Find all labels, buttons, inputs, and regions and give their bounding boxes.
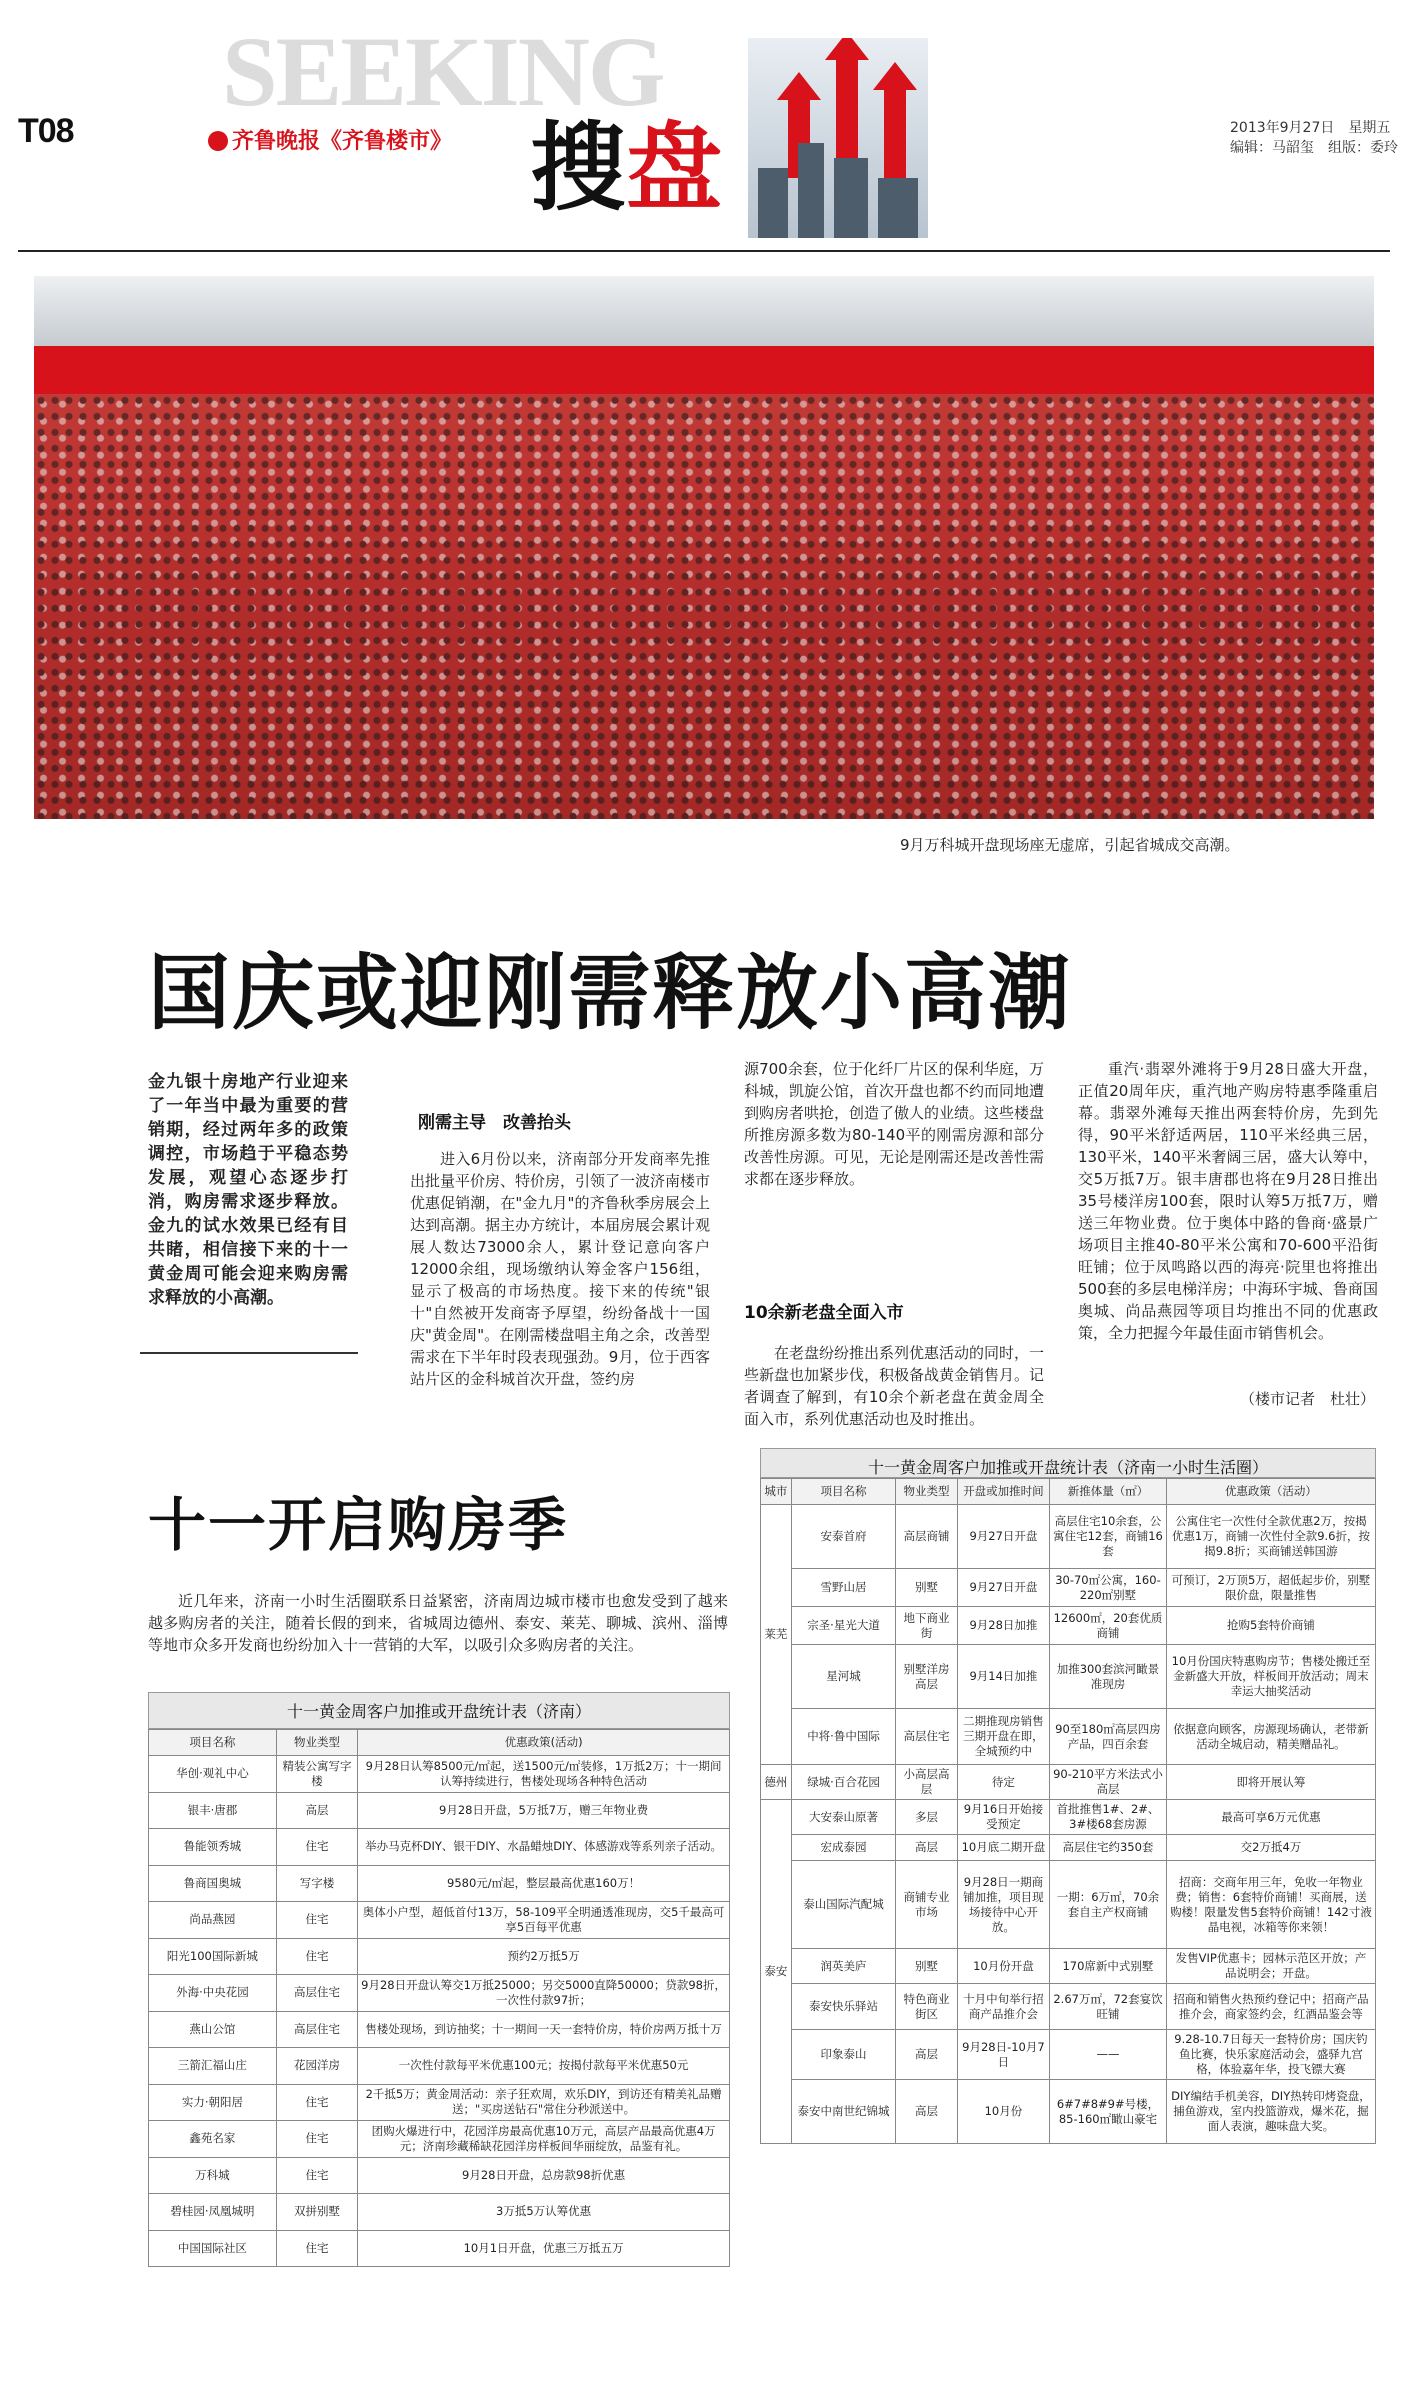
table-cell: 高层住宅10余套，公寓住宅12套，商铺16套	[1050, 1505, 1167, 1569]
table-cell: 十月中旬举行招商产品推介会	[957, 1984, 1049, 2030]
table-cell: 别墅	[896, 1949, 958, 1984]
table-cell: 地下商业街	[896, 1607, 958, 1645]
column-header: 城市	[761, 1479, 792, 1505]
article-column: 进入6月份以来，济南部分开发商率先推出批量平价房、特价房，引领了一波济南楼市优惠促销潮，在"金九月"的齐鲁秋季房展会上达到高潮。据主办方统计，本届房展会累计观展人数达73000余人，累计登记意向客户12000余组，现场缴纳认筹金客户156组，显示了极高的市场热度。接下来的传统"银十"自然被开发商寄予厚望，纷纷备战十一国庆"黄金周"。在刚需楼盘唱主角之余，改善型需求在下半年时段表现强劲。9月，位于西客站片区的金科城首次开盘，签约房	[410, 1150, 711, 1388]
table-cell: 即将开展认筹	[1166, 1765, 1375, 1800]
table-cell: 10月底二期开盘	[957, 1835, 1049, 1861]
table-cell: 别墅	[896, 1569, 958, 1607]
table-row	[149, 2121, 730, 2158]
table-cell: 10月份开盘	[957, 1949, 1049, 1984]
table-cell: 高层商铺	[896, 1505, 958, 1569]
brand-logo	[208, 124, 452, 155]
table-cell: 6#7#8#9#号楼，85-160㎡瞰山豪宅	[1050, 2080, 1167, 2144]
table-cell: 三箭汇福山庄	[149, 2048, 277, 2085]
table-cell: 燕山公馆	[149, 2011, 277, 2048]
table-row	[149, 1756, 730, 1793]
table-cell: 依据意向顾客，房源现场确认，老带新活动全城启动，精美赠品礼。	[1166, 1709, 1375, 1765]
seeking-watermark: SEEKING	[222, 16, 664, 127]
table-row	[761, 1645, 1376, 1709]
table-cell: 9月28日-10月7日	[957, 2030, 1049, 2080]
table-cell: 特色商业街区	[896, 1984, 958, 2030]
column-header: 新推体量（㎡）	[1050, 1479, 1167, 1505]
table-cell: 住宅	[276, 2121, 357, 2158]
table-cell: 9580元/㎡起，整层最高优惠160万！	[358, 1865, 730, 1902]
table-cell: 10月份国庆特惠购房节；售楼处搬迁至金新盛大开放，样板间开放活动；周末幸运大抽奖活动	[1166, 1645, 1375, 1709]
byline: （楼市记者 杜壮）	[1240, 1390, 1376, 1408]
table-cell: 团购火爆进行中，花园洋房最高优惠10万元，高层产品最高优惠4万元；济南珍藏稀缺花园洋房样板间华丽绽放，品鉴有礼。	[358, 2121, 730, 2158]
sales-event-photo	[34, 276, 1374, 819]
table-row	[149, 1792, 730, 1829]
table-cell: 鲁商国奥城	[149, 1865, 277, 1902]
city-cell: 莱芜	[761, 1505, 792, 1765]
table-cell: 鑫苑名家	[149, 2121, 277, 2158]
table-cell: 高层	[896, 1835, 958, 1861]
table-cell: 招商：交商年用三年，免收一年物业费；销售：6套特价商铺！买商展，送购楼！限量发售5套特价商铺！142寸液晶电视，冰箱等你来领！	[1166, 1861, 1375, 1949]
photo-caption: 9月万科城开盘现场座无虚席，引起省城成交高潮。	[900, 836, 1240, 854]
intro-paragraph: 近几年来，济南一小时生活圈联系日益紧密，济南周边城市楼市也愈发受到了越来越多购房者的关注，随着长假的到来，省城周边德州、泰安、莱芜、聊城、滨州、淄博等地市众多开发商也纷纷加入十一营销的大军，以吸引众多购房者的关注。	[148, 1592, 728, 1654]
column-header: 物业类型	[276, 1730, 357, 1756]
table-cell: 加推300套滨河瞰景准现房	[1050, 1645, 1167, 1709]
section-title-red: 盘	[626, 112, 722, 224]
article-column: 在老盘纷纷推出系列优惠活动的同时，一些新盘也加紧步伐，积极备战黄金销售月。记者调查了解到，有10余个新老盘在黄金周全面入市，系列优惠活动也及时推出。	[744, 1344, 1045, 1428]
header-rule	[18, 250, 1390, 252]
table-row	[761, 1607, 1376, 1645]
table-cell: 待定	[957, 1765, 1049, 1800]
table-cell: 高层住宅	[896, 1709, 958, 1765]
date-info	[1230, 118, 1398, 158]
table-row	[761, 2080, 1376, 2144]
table-cell: 润英美庐	[791, 1949, 896, 1984]
jinan-table-title: 十一黄金周客户加推或开盘统计表（济南）	[148, 1692, 730, 1729]
table-cell: 阳光100国际新城	[149, 1938, 277, 1975]
table-cell: 鲁能领秀城	[149, 1829, 277, 1866]
table-cell: 中国国际社区	[149, 2230, 277, 2267]
table-row	[149, 2230, 730, 2267]
table-cell: 商铺专业市场	[896, 1861, 958, 1949]
table-row	[761, 2030, 1376, 2080]
table-cell: 交2万抵4万	[1166, 1835, 1375, 1861]
brand-text: 齐鲁晚报《齐鲁楼市》	[232, 129, 453, 154]
second-headline: 十一开启购房季	[148, 1491, 569, 1559]
table-cell: 尚品燕园	[149, 1902, 277, 1939]
column-header: 物业类型	[896, 1479, 958, 1505]
table-cell: 10月1日开盘，优惠三万抵五万	[358, 2230, 730, 2267]
article-column: 重汽·翡翠外滩将于9月28日盛大开盘，正值20周年庆，重汽地产购房特惠季隆重启幕。翡翠外滩每天推出两套特价房，先到先得，90平米舒适两居，110平米经典三居，130平米，140平米奢阔三居，盛大认筹中，交5万抵7万。银丰唐郡也将在9月28日推出35号楼洋房100套，限时认筹5万抵7万，赠送三年物业费。位于奥体中路的鲁商·盛景广场项目主推40-80平米公寓和70-600平沿街旺铺；位于凤鸣路以西的海亮·院里也将推出500套的多层电梯洋房；中海环宇城、鲁商国奥城、尚品燕园等项目均推出不同的优惠政策，全力把握今年最佳面市销售机会。	[1078, 1060, 1378, 1342]
table-cell: 2千抵5万；黄金周活动：亲子狂欢周，欢乐DIY，到访还有精美礼品赠送；"买房送钻石"常住分秒派送中。	[358, 2084, 730, 2121]
table-cell: ——	[1050, 2030, 1167, 2080]
table-cell: 9.28-10.7日每天一套特价房；国庆钓鱼比赛，快乐家庭活动会，盛驿九宫格，体验嘉年华，投飞镖大赛	[1166, 2030, 1375, 2080]
table-cell: 住宅	[276, 2084, 357, 2121]
table-cell: 华创·观礼中心	[149, 1756, 277, 1793]
table-cell: 住宅	[276, 1902, 357, 1939]
table-cell: 奥体小户型，超低首付13万，58-109平全明通透准现房，交5千最高可享5百每平优惠	[358, 1902, 730, 1939]
subheading-new-projects: 10余新老盘全面入市	[744, 1303, 904, 1323]
table-cell: 别墅洋房高层	[896, 1645, 958, 1709]
table-cell: 2.67万㎡，72套宴饮旺铺	[1050, 1984, 1167, 2030]
table-cell: 住宅	[276, 2230, 357, 2267]
section-title-char: 搜	[530, 112, 626, 224]
table-cell: 一期：6万㎡，70余套自主产权商铺	[1050, 1861, 1167, 1949]
table-cell: 9月28日认筹8500元/㎡起，送1500元/㎡装修，1万抵2万；十一期间认筹持续进行，售楼处现场各种特色活动	[358, 1756, 730, 1793]
table-row	[149, 2084, 730, 2121]
table-cell: 170席新中式别墅	[1050, 1949, 1167, 1984]
table-cell: 宗圣·星光大道	[791, 1607, 896, 1645]
table-cell: 实力·朝阳居	[149, 2084, 277, 2121]
issue-date: 2013年9月27日 星期五	[1230, 120, 1391, 136]
table-cell: 二期推现房销售三期开盘在即，全城预约中	[957, 1709, 1049, 1765]
table-cell: 9月27日开盘	[957, 1569, 1049, 1607]
table-cell: 双拼别墅	[276, 2194, 357, 2231]
table-row	[761, 1709, 1376, 1765]
table-cell: 外海·中央花园	[149, 1975, 277, 2012]
table-cell: 高层住宅	[276, 1975, 357, 2012]
table-row	[149, 1829, 730, 1866]
jinan-table	[148, 1692, 730, 2267]
table-cell: 预约2万抵5万	[358, 1938, 730, 1975]
table-row	[149, 2011, 730, 2048]
table-cell: 宏成泰园	[791, 1835, 896, 1861]
table-cell: 发售VIP优惠卡；园林示范区开放；产品说明会；开盘。	[1166, 1949, 1375, 1984]
column-header: 项目名称	[149, 1730, 277, 1756]
table-cell: 可预订，2万顶5万，超低起步价，别墅限价盘，限量推售	[1166, 1569, 1375, 1607]
main-headline: 国庆或迎刚需释放小高潮	[148, 946, 1073, 1041]
brand-icon	[208, 131, 228, 151]
table-cell: 招商和销售火热预约登记中；招商产品推介会，商家签约会，红酒品鉴会等	[1166, 1984, 1375, 2030]
table-cell: 安泰首府	[791, 1505, 896, 1569]
table-cell: 雪野山居	[791, 1569, 896, 1607]
table-cell: 90至180㎡高层四房产品，四百余套	[1050, 1709, 1167, 1765]
city-cell: 德州	[761, 1765, 792, 1800]
table-row	[149, 1865, 730, 1902]
table-cell: 9月16日开始接受预定	[957, 1800, 1049, 1835]
table-cell: 高层	[896, 2080, 958, 2144]
editor-credit: 编辑：马韶玺 组版：委玲	[1230, 140, 1398, 156]
column-header: 开盘或加推时间	[957, 1479, 1049, 1505]
table-cell: 公寓住宅一次性付全款优惠2万，按揭优惠1万，商铺一次性付全款9.6折，按揭9.8折；买商铺送韩国游	[1166, 1505, 1375, 1569]
section-title	[530, 112, 722, 224]
article-column: 源700余套，位于化纤厂片区的保利华庭，万科城，凯旋公馆，首次开盘也都不约而同地遭到购房者哄抢，创造了傲人的业绩。这些楼盘所推房源多数为80-140平的刚需房源和部分改善性房源。可见，无论是刚需还是改善性需求都在逐步释放。	[744, 1060, 1045, 1188]
table-cell: 10月份	[957, 2080, 1049, 2144]
table-cell: 9月28日开盘，总房款98折优惠	[358, 2157, 730, 2194]
column-header: 优惠政策（活动）	[1166, 1479, 1375, 1505]
table-row	[149, 1902, 730, 1939]
circle-table-title: 十一黄金周客户加推或开盘统计表（济南一小时生活圈）	[760, 1448, 1376, 1478]
table-cell: 住宅	[276, 1938, 357, 1975]
table-cell: 一次性付款每平米优惠100元；按揭付款每平米优惠50元	[358, 2048, 730, 2085]
table-cell: 9月28日开盘认筹交1万抵25000；另交5000直降50000；贷款98折，一次性付款97折；	[358, 1975, 730, 2012]
table-cell: 中将·鲁中国际	[791, 1709, 896, 1765]
table-cell: 精装公寓写字楼	[276, 1756, 357, 1793]
table-cell: 住宅	[276, 2157, 357, 2194]
table-cell: 多层	[896, 1800, 958, 1835]
page-number: T08	[18, 112, 74, 150]
table-cell: 大安泰山原著	[791, 1800, 896, 1835]
table-row	[761, 1949, 1376, 1984]
table-cell: 泰安中南世纪锦城	[791, 2080, 896, 2144]
table-row	[149, 2048, 730, 2085]
table-cell: 9月27日开盘	[957, 1505, 1049, 1569]
table-cell: 9月28日一期商铺加推，项目现场接待中心开放。	[957, 1861, 1049, 1949]
table-cell: 万科城	[149, 2157, 277, 2194]
table-cell: 住宅	[276, 1829, 357, 1866]
table-cell: 高层住宅	[276, 2011, 357, 2048]
table-row	[761, 1835, 1376, 1861]
table-row	[761, 1765, 1376, 1800]
table-row	[761, 1861, 1376, 1949]
table-row	[149, 1975, 730, 2012]
table-cell: DIY编结手机美容，DIY热转印烤瓷盘，捕鱼游戏，室内投篮游戏，爆米花，掘面人表演，趣味盘大奖。	[1166, 2080, 1375, 2144]
subheading-demand: 刚需主导 改善抬头	[418, 1113, 571, 1133]
table-row	[761, 1505, 1376, 1569]
table-cell: 3万抵5万认筹优惠	[358, 2194, 730, 2231]
table-row	[149, 1938, 730, 1975]
table-cell: 写字楼	[276, 1865, 357, 1902]
table-row	[149, 2194, 730, 2231]
table-cell: 小高层高层	[896, 1765, 958, 1800]
table-cell: 绿城·百合花园	[791, 1765, 896, 1800]
table-cell: 30-70㎡公寓，160-220㎡别墅	[1050, 1569, 1167, 1607]
circle-table	[760, 1448, 1376, 2144]
rising-arrows-graphic	[748, 38, 928, 238]
table-cell: 90-210平方米法式小高层	[1050, 1765, 1167, 1800]
table-row	[761, 1569, 1376, 1607]
table-cell: 抢购5套特价商铺	[1166, 1607, 1375, 1645]
column-header: 优惠政策(活动)	[358, 1730, 730, 1756]
table-cell: 泰安快乐驿站	[791, 1984, 896, 2030]
column-header: 项目名称	[791, 1479, 896, 1505]
table-cell: 首批推售1#、2#、3#楼68套房源	[1050, 1800, 1167, 1835]
table-cell: 碧桂园·凤凰城明	[149, 2194, 277, 2231]
table-cell: 银丰·唐郡	[149, 1792, 277, 1829]
table-cell: 高层	[276, 1792, 357, 1829]
table-cell: 举办马克杯DIY、银干DIY、水晶蜡烛DIY、体感游戏等系列亲子活动。	[358, 1829, 730, 1866]
table-cell: 高层住宅约350套	[1050, 1835, 1167, 1861]
table-row	[761, 1800, 1376, 1835]
lead-paragraph: 金九银十房地产行业迎来了一年当中最为重要的营销期，经过两年多的政策调控，市场趋于平稳态势发展，观望心态逐步打消，购房需求逐步释放。金九的试水效果已经有目共睹，相信接下来的十一黄金周可能会迎来购房需求释放的小高潮。	[148, 1072, 348, 1308]
table-cell: 12600㎡，20套优质商铺	[1050, 1607, 1167, 1645]
table-cell: 9月14日加推	[957, 1645, 1049, 1709]
table-cell: 最高可享6万元优惠	[1166, 1800, 1375, 1835]
table-row	[149, 2157, 730, 2194]
table-cell: 9月28日开盘，5万抵7万，赠三年物业费	[358, 1792, 730, 1829]
table-cell: 售楼处现场，到访抽奖；十一期间一天一套特价房，特价房两万抵十万	[358, 2011, 730, 2048]
table-cell: 花园洋房	[276, 2048, 357, 2085]
table-cell: 印象泰山	[791, 2030, 896, 2080]
table-cell: 泰山国际汽配城	[791, 1861, 896, 1949]
city-cell: 泰安	[761, 1800, 792, 2144]
table-cell: 9月28日加推	[957, 1607, 1049, 1645]
table-cell: 星河城	[791, 1645, 896, 1709]
table-row	[761, 1984, 1376, 2030]
table-cell: 高层	[896, 2030, 958, 2080]
